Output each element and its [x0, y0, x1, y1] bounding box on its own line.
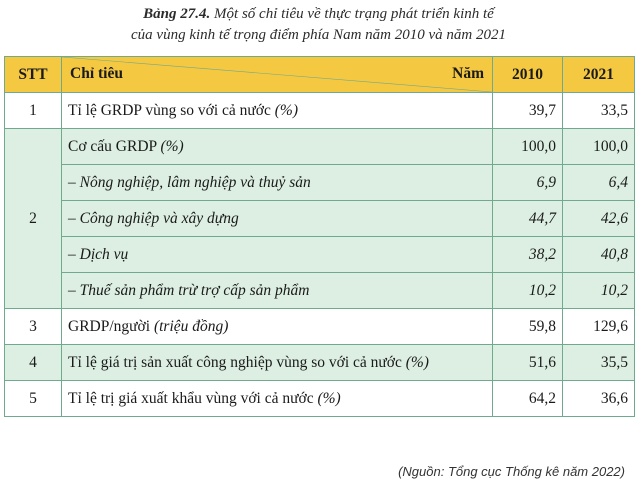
value-2021: 40,8 — [563, 237, 635, 273]
subrow-label: – Dịch vụ — [62, 237, 493, 273]
row-label — [62, 129, 493, 165]
source-note: (Nguồn: Tổng cục Thống kê năm 2022) — [398, 464, 625, 479]
table-row — [5, 381, 635, 417]
caption-label: Bảng 27.4. — [143, 6, 211, 22]
table-subrow — [5, 201, 635, 237]
label-text: GRDP/người — [68, 317, 151, 335]
caption-line2: của vùng kinh tế trọng điểm phía Nam năm 2010 và năm 2021 — [131, 27, 506, 43]
label-text: Tỉ lệ giá trị sản xuất công nghiệp vùng so với cả nước — [68, 353, 402, 371]
unit-text: (%) — [317, 389, 341, 407]
value-2010: 44,7 — [493, 201, 563, 237]
table-subrow — [5, 237, 635, 273]
header-diagonal-cell — [62, 57, 493, 93]
value-2010: 10,2 — [493, 273, 563, 309]
unit-text: (%) — [160, 137, 184, 155]
header-row — [5, 57, 635, 93]
header-nam: Năm — [452, 65, 484, 82]
value-2010: 100,0 — [493, 129, 563, 165]
value-2021: 33,5 — [563, 93, 635, 129]
diagonal-line — [62, 57, 492, 92]
table-row — [5, 93, 635, 129]
value-2021: 129,6 — [563, 309, 635, 345]
value-2021: 10,2 — [563, 273, 635, 309]
subrow-label: – Nông nghiệp, lâm nghiệp và thuỷ sản — [62, 165, 493, 201]
row-label — [62, 381, 493, 417]
value-2010: 51,6 — [493, 345, 563, 381]
caption-line1: Một số chỉ tiêu về thực trạng phát triển kinh tế — [214, 6, 494, 22]
value-2021: 6,4 — [563, 165, 635, 201]
data-table — [4, 56, 635, 417]
table-caption — [0, 4, 637, 46]
table-row — [5, 345, 635, 381]
label-text: Cơ cấu GRDP — [68, 137, 157, 155]
table-subrow — [5, 165, 635, 201]
value-2010: 59,8 — [493, 309, 563, 345]
row-stt: 2 — [5, 129, 62, 309]
value-2021: 100,0 — [563, 129, 635, 165]
value-2010: 6,9 — [493, 165, 563, 201]
row-label — [62, 345, 493, 381]
value-2021: 35,5 — [563, 345, 635, 381]
subrow-label: – Công nghiệp và xây dựng — [62, 201, 493, 237]
row-stt: 1 — [5, 93, 62, 129]
header-stt: STT — [5, 57, 62, 93]
row-stt: 4 — [5, 345, 62, 381]
label-text: Tỉ lệ GRDP vùng so với cả nước — [68, 101, 271, 119]
value-2010: 64,2 — [493, 381, 563, 417]
table-row — [5, 129, 635, 165]
unit-text: (%) — [274, 101, 299, 119]
header-2010: 2010 — [493, 57, 563, 93]
header-2021: 2021 — [563, 57, 635, 93]
table-row — [5, 309, 635, 345]
value-2010: 38,2 — [493, 237, 563, 273]
unit-text: (triệu đồng) — [153, 317, 229, 335]
value-2021: 42,6 — [563, 201, 635, 237]
table-subrow — [5, 273, 635, 309]
row-label — [62, 93, 493, 129]
value-2010: 39,7 — [493, 93, 563, 129]
header-chi-tieu: Chỉ tiêu — [70, 65, 123, 82]
unit-text: (%) — [405, 353, 429, 371]
label-text: Tỉ lệ trị giá xuất khẩu vùng với cả nước — [68, 389, 314, 407]
row-stt: 5 — [5, 381, 62, 417]
value-2021: 36,6 — [563, 381, 635, 417]
row-stt: 3 — [5, 309, 62, 345]
row-label — [62, 309, 493, 345]
subrow-label: – Thuế sản phẩm trừ trợ cấp sản phẩm — [62, 273, 493, 309]
